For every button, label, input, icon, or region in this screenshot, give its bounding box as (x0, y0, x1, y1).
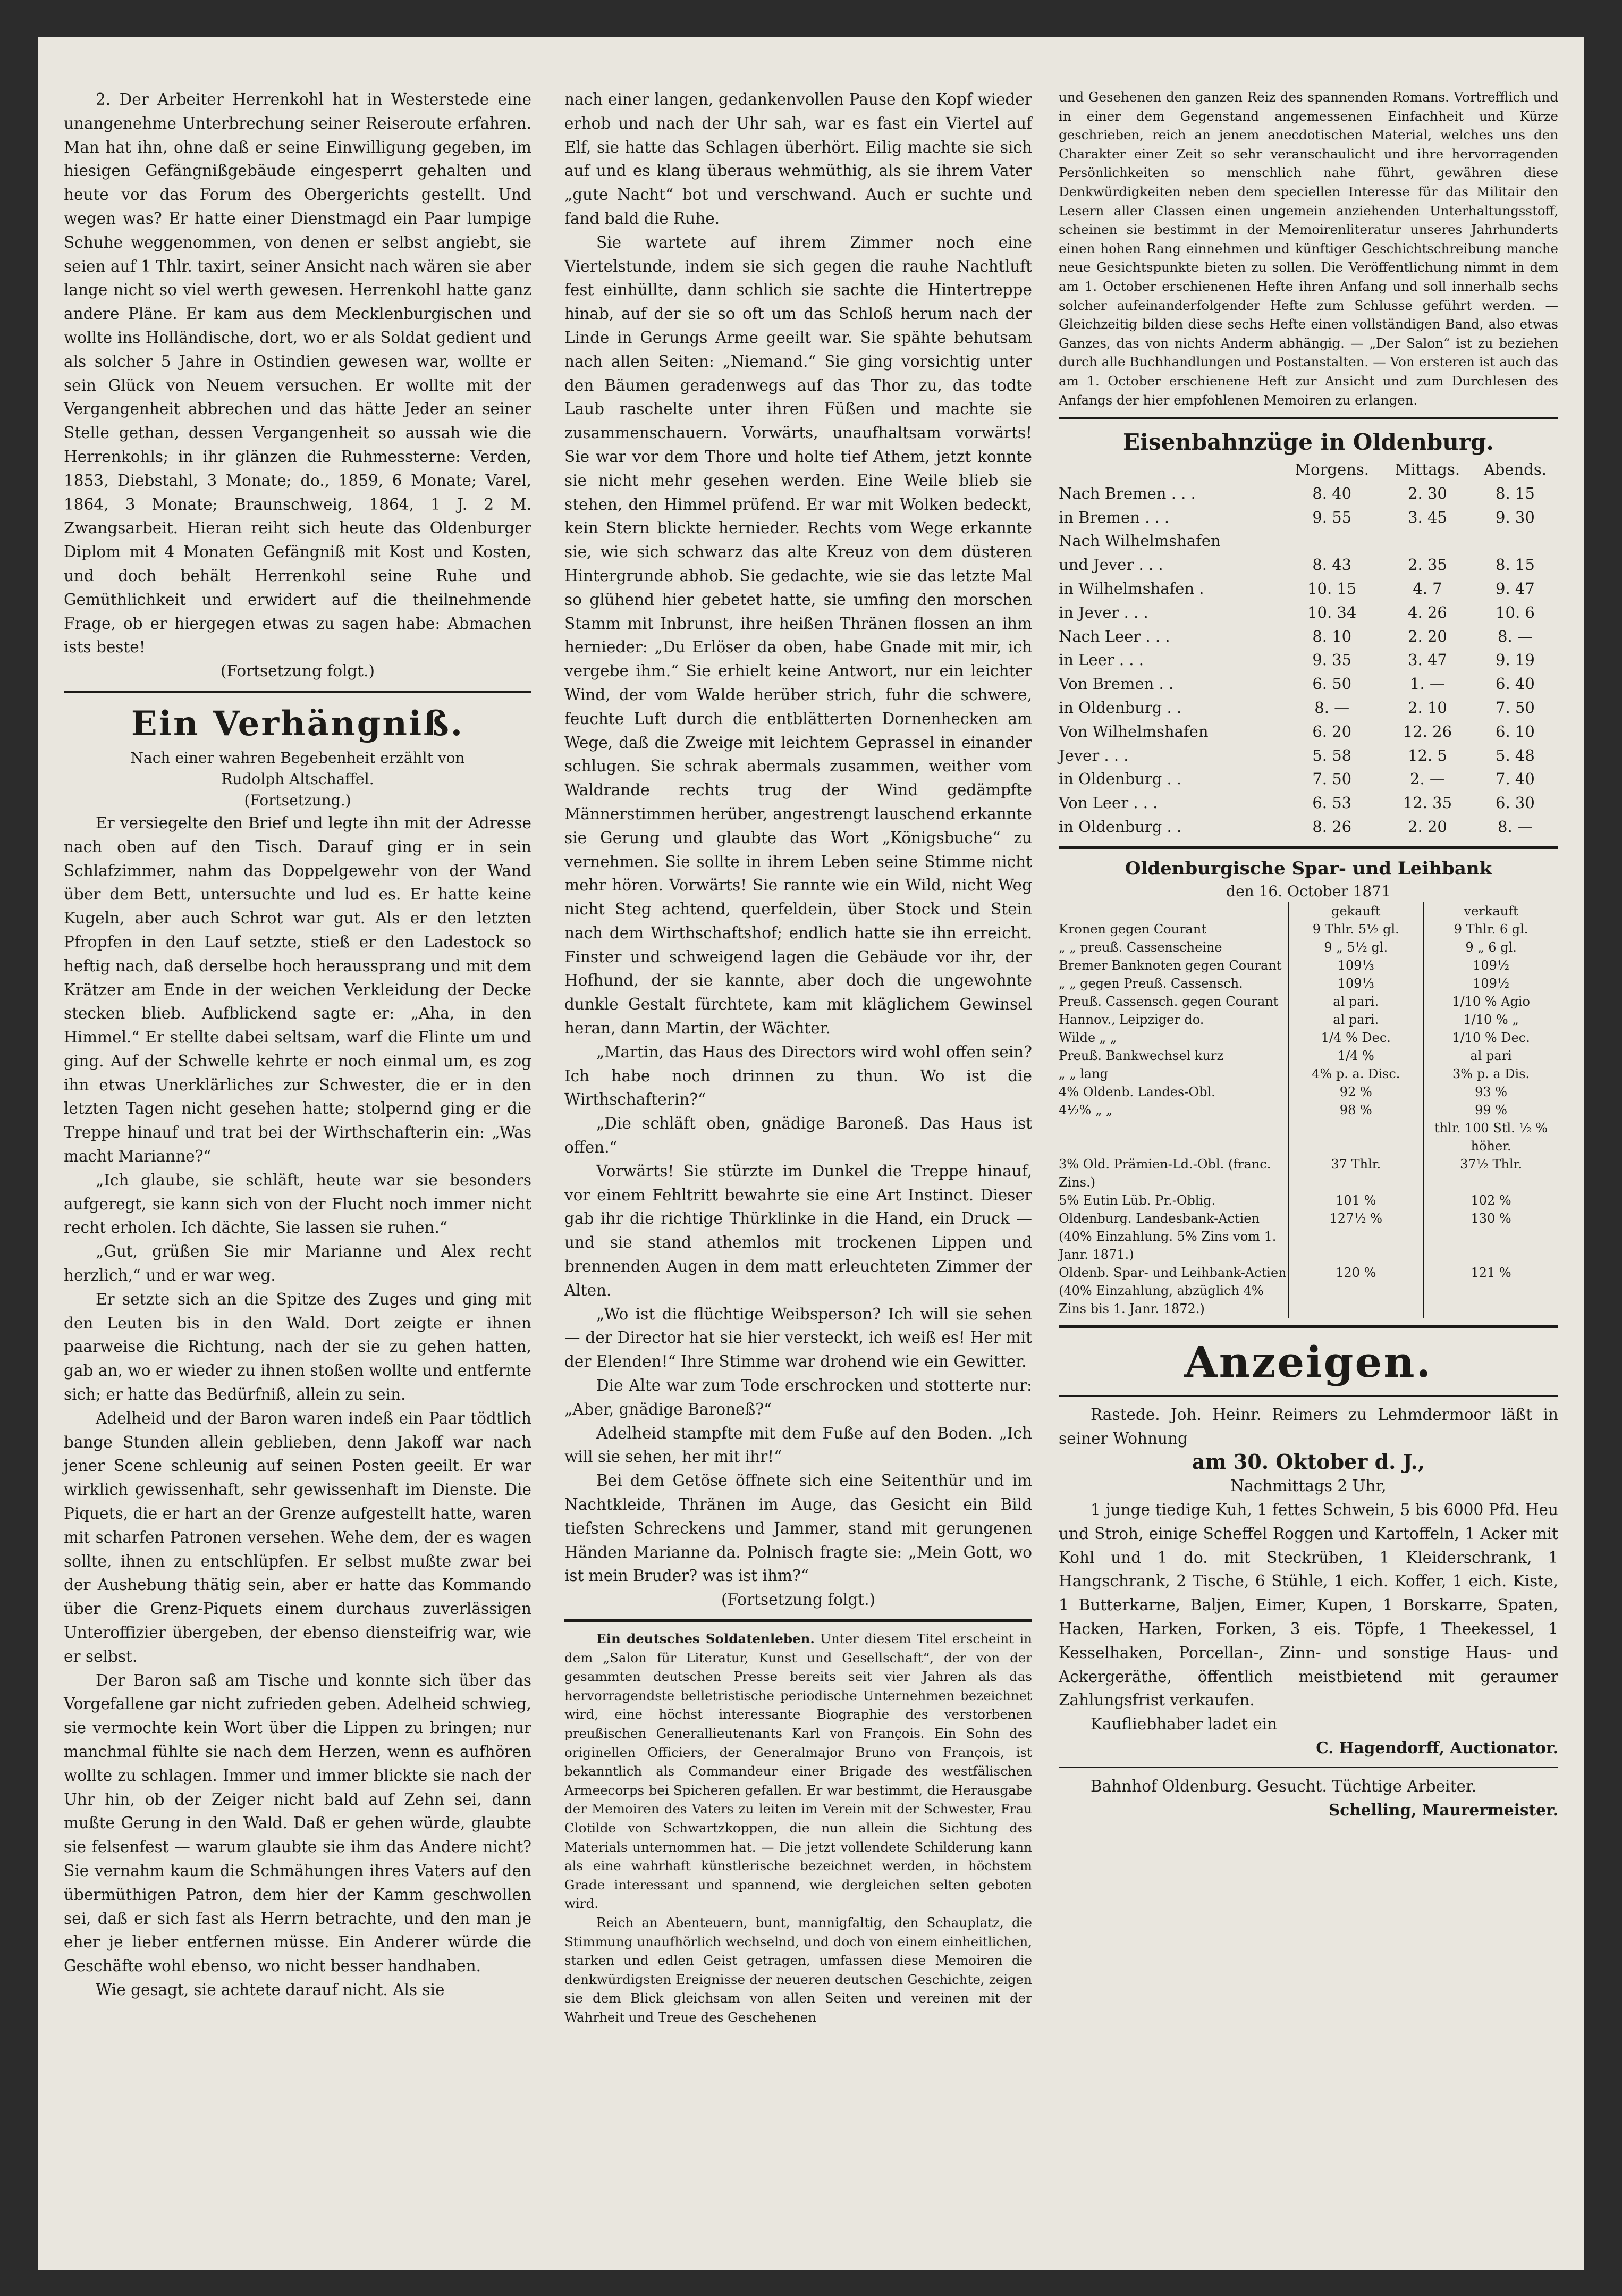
story-continuation: (Fortsetzung.) (244, 791, 351, 809)
bank-cell: 109⅓ (1288, 956, 1423, 974)
train-row (1059, 482, 1558, 506)
story-paragraph: Der Baron saß am Tische und konnte sich über das Vorgefallene gar nicht zufrieden geben. Adelheid schwieg, sie vermochte kein Wort über die Lippen zu bringen; nur manchmal fühlte sie nach dem Herzen, wenn es aufhören wollte zu schlagen. Immer und immer blickte sie nach der Uhr hin, ob der Zeiger nicht bald auf Zehn sei, dann mußte Gerung in den Wald. Daß er gehen würde, glaubte sie felsenfest — warum glaubte sie ihm das Andere nicht? Sie vernahm kaum die Schmähungen ihres Vaters auf den übermüthigen Patron, dem hier der Kamm geschwollen sei, daß er sich fast als Herrn betrachte, und den man je eher je lieber entfernen müsse. Ein Anderer würde die Geschäfte wohl ebenso, wo nicht besser handhaben. (64, 1671, 531, 1975)
divider (1059, 417, 1558, 419)
train-row (1059, 506, 1558, 529)
train-cell: 10. 15 (1307, 579, 1357, 598)
train-cell: 8. — (1314, 699, 1350, 717)
train-cell: 8. 26 (1312, 818, 1352, 836)
story-paragraph: Adelheid und der Baron waren indeß ein Paar tödtlich bange Stunden allein geblieben, denn Jakoff war nach jener Scene schleunig auf seinen Posten geeilt. Er war wirklich gewissenhaft, sehr gewissenhaft im Dienste. Die Piquets, die er hart an der Grenze aufgestellt hatte, waren mit scharfen Patronen versehen. Wehe dem, der es wagen sollte, ihnen zu entschlüpfen. Er selbst mußte zwar bei der Aushebung thätig sein, aber er hatte das Kommando über die Grenz-Piquets einem durchaus zuverlässigen Unteroffizier übergeben, der ebenso diensteifrig war, wie er selbst. (64, 1409, 531, 1666)
train-row (1059, 791, 1558, 815)
train-cell (1281, 529, 1383, 553)
bank-cell: Preuß. Bankwechsel kurz (1059, 1048, 1224, 1063)
train-cell: 1. — (1410, 675, 1445, 693)
bank-cell: 130 % (1471, 1210, 1511, 1226)
bank-row (1059, 1209, 1558, 1227)
train-header-cell (1059, 458, 1281, 482)
story-paragraph: Er setzte sich an die Spitze des Zuges und ging mit den Leuten bis in den Wald. Dort zeigte er ihnen paarweise die Richtung, nach der sie zu gehen hatten, gab an, wo er wieder zu ihnen stoßen wollte und entfernte sich; er hatte das Bedürfniß, allein zu sein. (64, 1290, 531, 1404)
column-1 (64, 88, 531, 2002)
bank-row (1059, 1282, 1558, 1318)
bank-row (1059, 1047, 1558, 1065)
train-cell: und Jever . . . (1059, 556, 1163, 574)
bank-cell: Wilde „ „ (1059, 1030, 1117, 1045)
bank-cell: thlr. 100 Stl. ½ % höher. (1434, 1120, 1548, 1154)
train-cell: 3. 47 (1408, 651, 1447, 669)
train-cell: 2. 30 (1408, 484, 1447, 502)
bank-cell: 127½ % (1288, 1209, 1423, 1227)
bank-table (1059, 902, 1558, 1318)
story-title: Ein Verhängniß. (131, 703, 464, 744)
train-cell: 10. 34 (1307, 603, 1357, 621)
bank-row (1059, 1191, 1558, 1209)
train-cell: Von Leer . . . (1059, 794, 1158, 812)
column-3 (1059, 88, 1558, 1822)
bank-cell: al pari. (1288, 993, 1423, 1011)
story-paragraph: „Ich glaube, sie schläft, heute war sie besonders aufgeregt, sie kann sich von der Flucht noch immer nicht recht erholen. Ich dächte, Sie lassen sie ruhen.“ (64, 1171, 531, 1237)
notice-text-3: und Gesehenen den ganzen Reiz des spannenden Romans. Vortrefflich und in einer dem Gegenstand angemessenen Einfachheit und Kürze geschrieben, reich an jenem anecdotischen Material, welches uns den Charakter einer Zeit so sehr veranschaulicht und ihre hervorragenden Persönlichkeiten so menschlich nahe führt, gewähren diese Denkwürdigkeiten neben dem speciellen Interesse für das Militair den Lesern aller Classen einen ungemein anziehenden Unterhaltungsstoff, scheinen sie bestimmt in der Memoirenliteratur unseres Jahrhunderts einen hohen Rang einnehmen und künftiger Geschichtschreibung manche neue Gesichtspunkte bieten zu sollen. Die Veröffentlichung nimmt in dem am 1. October erschienenen Hefte ihren Anfang und soll innerhalb sechs solcher aufeinanderfolgender Hefte zum Schlusse geführt werden. — Gleichzeitig bilden diese sechs Hefte einen vollständigen Band, also etwas Ganzes, das von nichts Anderm abhängig. — „Der Salon“ ist zu beziehen durch alle Buchhandlungen und Postanstalten. — Von ersteren ist auch das am 1. October erschienene Heft zur Ansicht und zum Durchlesen des Anfangs der hier empfohlenen Memoiren zu erlangen. (1059, 89, 1558, 408)
train-cell: 9. 47 (1496, 579, 1535, 598)
bank-cell: 109⅓ (1288, 974, 1423, 993)
bank-cell: (40% Einzahlung, abzüglich 4% Zins bis 1. Janr. 1872.) (1059, 1283, 1264, 1316)
train-row (1059, 553, 1558, 577)
train-cell: 8. 15 (1496, 556, 1535, 574)
bank-cell: 5% Eutin Lüb. Pr.-Oblig. (1059, 1192, 1216, 1208)
ad-rastede-date: am 30. Oktober d. J., (1192, 1450, 1425, 1474)
train-cell: in Oldenburg . . (1059, 699, 1182, 717)
bank-cell: „ „ preuß. Cassenscheine (1059, 939, 1222, 955)
bank-cell: 98 % (1288, 1101, 1423, 1119)
bank-header-cell: verkauft (1464, 903, 1518, 919)
bank-cell: 102 % (1471, 1192, 1511, 1208)
train-cell: 4. 26 (1408, 603, 1447, 621)
train-row (1059, 577, 1558, 601)
train-cell: in Oldenburg . . (1059, 770, 1182, 788)
bank-cell: 4½% „ „ (1059, 1102, 1113, 1117)
train-row (1059, 625, 1558, 649)
train-cell: 6. 30 (1496, 794, 1535, 812)
train-cell: 6. 53 (1312, 794, 1352, 812)
train-cell (1472, 529, 1558, 553)
train-cell: 8. 15 (1496, 484, 1535, 502)
divider (564, 1619, 1032, 1622)
train-cell: in Bremen . . . (1059, 508, 1170, 526)
train-table-header (1059, 458, 1558, 482)
ad-rastede-signature: C. Hagendorff, Auctionator. (1316, 1738, 1558, 1757)
train-cell: 9. 35 (1312, 651, 1352, 669)
notice-soldatenleben (564, 1629, 1032, 2026)
train-row (1059, 696, 1558, 720)
train-cell: 12. 26 (1403, 722, 1452, 741)
ad-oldenburg-text: Bahnhof Oldenburg. Gesucht. Tüchtige Arbeiter. (1091, 1777, 1477, 1795)
train-row (1059, 767, 1558, 791)
story-subtitle: Nach einer wahren Begebenheit erzählt von (130, 748, 465, 767)
bank-cell (1423, 1227, 1558, 1264)
train-row (1059, 744, 1558, 768)
train-cell: 12. 5 (1408, 746, 1447, 764)
bank-row (1059, 920, 1558, 938)
newspaper-page (38, 37, 1584, 2270)
notice-title: Ein deutsches Soldatenleben. (596, 1631, 815, 1646)
bank-row (1059, 974, 1558, 993)
bank-cell: 3% p. a Dis. (1452, 1066, 1530, 1081)
bank-table-header (1059, 902, 1558, 920)
bank-cell: Kronen gegen Courant (1059, 921, 1206, 937)
bank-cell: Preuß. Cassensch. gegen Courant (1059, 994, 1279, 1009)
bank-cell: Bremer Banknoten gegen Courant (1059, 957, 1282, 973)
notice-continued (1059, 88, 1558, 409)
bank-row (1059, 1011, 1558, 1029)
bank-cell: Oldenburg. Landesbank-Actien (1059, 1210, 1260, 1226)
train-cell: 6. 50 (1312, 675, 1352, 693)
train-cell: in Jever . . . (1059, 603, 1148, 621)
divider (1059, 846, 1558, 849)
train-cell: 8. 40 (1312, 484, 1352, 502)
train-cell: 5. 58 (1312, 746, 1352, 764)
bank-cell: 120 % (1288, 1264, 1423, 1282)
train-cell: 6. 40 (1496, 675, 1535, 693)
train-cell: in Leer . . . (1059, 651, 1144, 669)
story-paragraph: Bei dem Getöse öffnete sich eine Seitenthür und im Nachtkleide, Thränen im Auge, das Gesicht ein Bild tiefsten Schreckens und Jammer, stand mit gerungenen Händen Marianne da. Polnisch fragte sie: „Mein Gott, wo ist mein Bruder? was ist ihm?“ (564, 1471, 1032, 1585)
train-header-cell: Morgens. (1295, 460, 1369, 479)
story-paragraph: „Gut, grüßen Sie mir Marianne und Alex recht herzlich,“ und er war weg. (64, 1242, 531, 1285)
bank-cell: al pari. (1288, 1011, 1423, 1029)
bank-cell: 93 % (1475, 1084, 1508, 1099)
train-cell (1383, 529, 1472, 553)
train-cell: 8. — (1498, 818, 1533, 836)
bank-cell: 9 „ 5½ gl. (1288, 938, 1423, 956)
bank-header-cell: gekauft (1288, 902, 1423, 920)
bank-cell: 1/10 % Agio (1452, 994, 1530, 1009)
train-row (1059, 601, 1558, 625)
bank-row (1059, 1065, 1558, 1083)
ad-rastede-time: Nachmittags 2 Uhr, (1230, 1477, 1387, 1495)
bank-cell: 1/4 % Dec. (1288, 1029, 1423, 1047)
story-paragraph: Die Alte war zum Tode erschrocken und stotterte nur: „Aber, gnädige Baroneß?“ (564, 1376, 1032, 1418)
ad-rastede-footer: Kaufliebhaber ladet ein (1091, 1715, 1277, 1734)
bank-cell: 101 % (1288, 1191, 1423, 1209)
divider (64, 691, 531, 693)
bank-cell: 1/4 % (1288, 1047, 1423, 1065)
train-cell: Nach Wilhelmshafen (1059, 532, 1221, 550)
train-cell: in Oldenburg . . (1059, 818, 1182, 836)
bank-cell (1288, 1119, 1423, 1155)
train-cell: 4. 7 (1413, 579, 1442, 598)
bank-row (1059, 993, 1558, 1011)
continuation-note: (Fortsetzung folgt.) (220, 662, 375, 680)
bank-row (1059, 1227, 1558, 1264)
bank-row (1059, 1029, 1558, 1047)
train-cell: in Wilhelmshafen . (1059, 579, 1204, 598)
train-header-cell: Mittags. (1395, 460, 1460, 479)
bank-cell: 3% Old. Prämien-Ld.-Obl. (franc. Zins.) (1059, 1156, 1271, 1190)
story-author: Rudolph Altschaffel. (221, 770, 374, 788)
bank-cell: Hannov., Leipziger do. (1059, 1012, 1204, 1027)
story-paragraph: Vorwärts! Sie stürzte im Dunkel die Treppe hinauf, vor einem Fehltritt bewahrte sie eine Art Instinct. Dieser gab ihr die richtige Thürklinke in die Hand, ein Druck — und sie stand athemlos mit trockenen Lippen und brennenden Augen in dem matt erleuchteten Zimmer der Alten. (564, 1162, 1032, 1299)
train-cell: 8. 43 (1312, 556, 1352, 574)
train-cell: Von Wilhelmshafen (1059, 722, 1209, 741)
train-cell: 2. 20 (1408, 627, 1447, 645)
train-row (1059, 648, 1558, 672)
bank-cell: 1/10 % „ (1463, 1012, 1519, 1027)
notice-text-2: Reich an Abenteuern, bunt, mannigfaltig, den Schauplatz, die Stimmung unaufhörlich wechselnd, und doch von einem einheitlichen, starken und edlen Geist getragen, umfassen diese Memoiren die denkwürdigsten Ereignisse der neueren deutschen Geschichte, zeigen sie dem Blick gleichsam von allen Seiten und vereinen mit der Wahrheit und Treue des Geschehenen (564, 1914, 1032, 2025)
ad-oldenburg-signature: Schelling, Maurermeister. (1328, 1800, 1558, 1819)
bank-row (1059, 1101, 1558, 1119)
bank-cell (1288, 1227, 1423, 1264)
bank-cell: 4% Oldenb. Landes-Obl. (1059, 1084, 1215, 1099)
ad-rastede-body: 1 junge tiedige Kuh, 1 fettes Schwein, 5 bis 6000 Pfd. Heu und Stroh, einige Scheffel Roggen und Kartoffeln, 1 Acker mit Kohl und 1 do. mit Steckrüben, 1 Kleiderschrank, 1 Hangschrank, 2 Tische, 6 Stühle, 1 eich. Koffer, 1 eich. Kiste, 1 Butterkarne, Baljen, Eimer, Kupen, 1 Borskarre, Spaten, Hacken, Harken, Forken, 3 eis. Töpfe, 1 Theekessel, 1 Kesselhaken, Porcellan-, Zinn- und sonstige Haus- und Ackergeräthe, öffentlich meistbietend mit geraumer Zahlungsfrist verkaufen. (1059, 1501, 1558, 1710)
train-cell: 2. 10 (1408, 699, 1447, 717)
bank-cell: 109½ (1473, 957, 1510, 973)
divider (1059, 1325, 1558, 1328)
train-row (1059, 815, 1558, 839)
train-cell: 6. 20 (1312, 722, 1352, 741)
notice-text: Unter diesem Titel erscheint in dem „Salon für Literatur, Kunst und Gesellschaft“, der von der gesammten deutschen Presse bereits seit vier Jahren als das hervorragendste belletristische periodische Unternehmen bezeichnet wird, eine höchst interessante Biographie des verstorbenen preußischen Generallieutenants Karl von François. Ein Sohn des originellen Officiers, der Generalmajor Bruno von François, ist bekanntlich als Commandeur einer Brigade des westfälischen Armeecorps bei Spicheren gefallen. Er war bestimmt, die Herausgabe der Memoiren des Vaters zu leiten im Verein mit der Schwester, Frau Clotilde von Schwartzkoppen, die nun allein die Sichtung des Materials unternommen hat. — Die jetzt vollendete Schilderung kann als eine wahrhaft künstlerische bezeichnet werden, in höchstem Grade interessant und spannend, wie dergleichen selten geboten wird. (564, 1631, 1032, 1912)
bank-cell: 92 % (1288, 1083, 1423, 1101)
bank-row (1059, 1119, 1558, 1155)
bank-row (1059, 1155, 1558, 1191)
train-cell: 7. 50 (1312, 770, 1352, 788)
bank-cell: 37 Thlr. (1288, 1155, 1423, 1191)
train-cell: 5. 48 (1496, 746, 1535, 764)
train-cell: 9. 30 (1496, 508, 1535, 526)
train-cell: 9. 19 (1496, 651, 1535, 669)
train-table-title: Eisenbahnzüge in Oldenburg. (1123, 429, 1494, 456)
bank-cell: „ „ lang (1059, 1066, 1108, 1081)
train-table (1059, 458, 1558, 839)
bank-cell: 37½ Thlr. (1460, 1156, 1523, 1172)
bank-title: Oldenburgische Spar- und Leihbank (1125, 857, 1492, 879)
train-header-cell: Abends. (1483, 460, 1547, 479)
train-cell: 12. 35 (1403, 794, 1452, 812)
train-cell: 9. 55 (1312, 508, 1352, 526)
train-cell: 8. 10 (1312, 627, 1352, 645)
bank-cell (1288, 1282, 1423, 1318)
bank-header-cell (1059, 902, 1288, 920)
train-row (1059, 720, 1558, 744)
train-cell: 10. 6 (1496, 603, 1535, 621)
divider (1059, 1395, 1558, 1397)
bank-cell: al pari (1470, 1048, 1512, 1063)
story-paragraph: Er versiegelte den Brief und legte ihn mit der Adresse nach oben auf den Tisch. Darauf ging er in sein Schlafzimmer, nahm das Doppelgewehr von der Wand über dem Bett, untersuchte und lud es. Er hatte keine Kugeln, aber auch Schrot war gut. Als er den letzten Pfropfen in den Lauf setzte, stieß er den Ladestock so heftig nach, daß derselbe hoch heraussprang und mit dem Krätzer am Ende in der weichen Verkleidung der Decke stecken blieb. Aufblickend sagte er: „Aha, in den Himmel.“ Er stellte dabei seltsam, warf die Flinte um und ging. Auf der Schwelle kehrte er noch einmal um, es zog ihn etwas Unerklärliches zur Schwester, die er in den letzten Tagen nicht gesehen hatte; stolpernd ging er die Treppe hinauf und trat bei der Wirthschafterin ein: „Was macht Marianne?“ (64, 813, 531, 1166)
train-cell: 2. 35 (1408, 556, 1447, 574)
train-cell: 8. — (1498, 627, 1533, 645)
news-item-herrenkohl: 2. Der Arbeiter Herrenkohl hat in Westerstede eine unangenehme Unterbrechung seiner Reiseroute erfahren. Man hat ihn, ohne daß er seine Einwilligung gegeben, im hiesigen Gefängnißgebäude eingesperrt gehalten und heute vor das Forum des Obergerichts gestellt. Und wegen was? Er hatte einer Dienstmagd ein Paar lumpige Schuhe weggenommen, von denen er selbst angiebt, sie seien auf 1 Thlr. taxirt, seiner Ansicht nach wären sie aber lange nicht so viel werth gewesen. Herrenkohl hatte ganz andere Pläne. Er kam aus dem Mecklenburgischen und wollte ins Holländische, dort, wo er als Soldat gedient und als solcher 5 Jahre in Ostindien gewesen war, wollte er sein Glück von Neuem versuchen. Er wollte mit der Vergangenheit abbrechen und das hätte Jeder an seiner Stelle gethan, dessen Vergangenheit so aussah wie die Herrenkohls; in ihr glänzen die Ruhmessterne: Verden, 1853, Diebstahl, 3 Monate; do., 1859, 6 Monate; Varel, 1864, 3 Monate; Braunschweig, 1864, 1 J. 2 M. Zwangsarbeit. Hieran reiht sich heute das Oldenburger Diplom mit 4 Monaten Gefängniß mit Kost und Kosten, und doch behält Herrenkohl seine Ruhe und Gemüthlichkeit und erwidert auf die theilnehmende Frage, ob er hiergegen etwas zu sagen habe: Abmachen ists beste! (64, 90, 531, 657)
bank-cell: 109½ (1473, 975, 1510, 991)
story-paragraph: Adelheid stampfte mit dem Fuße auf den Boden. „Ich will sie sehen, her mit ihr!“ (564, 1424, 1032, 1466)
bank-cell: 4% p. a. Disc. (1288, 1065, 1423, 1083)
train-cell: 2. — (1410, 770, 1445, 788)
train-cell: Jever . . . (1059, 746, 1129, 764)
bank-cell: 121 % (1471, 1265, 1511, 1280)
bank-row (1059, 938, 1558, 956)
bank-cell: „ „ gegen Preuß. Cassensch. (1059, 975, 1243, 991)
train-cell: 2. 20 (1408, 818, 1447, 836)
train-cell: Nach Bremen . . . (1059, 484, 1196, 502)
bank-cell: 99 % (1475, 1102, 1508, 1117)
ads-title: Anzeigen. (1184, 1336, 1433, 1387)
story-paragraph: Wie gesagt, sie achtete darauf nicht. Als sie (96, 1980, 445, 1999)
train-cell: 7. 50 (1496, 699, 1535, 717)
bank-cell: Oldenb. Spar- und Leihbank-Actien (1059, 1265, 1287, 1280)
bank-cell: 9 „ 6 gl. (1465, 939, 1517, 955)
train-row (1059, 529, 1558, 553)
bank-cell: (40% Einzahlung. 5% Zins vom 1. Janr. 1871.) (1059, 1229, 1277, 1262)
ad-rastede-header: Rastede. Joh. Heinr. Reimers zu Lehmdermoor läßt in seiner Wohnung (1059, 1405, 1558, 1448)
bank-row (1059, 1083, 1558, 1101)
bank-cell: 9 Thlr. 6 gl. (1454, 921, 1528, 937)
story-paragraph: Sie wartete auf ihrem Zimmer noch eine Viertelstunde, indem sie sich gegen die rauhe Nachtluft fest einhüllte, dann schlich sie sachte die Hintertreppe hinab, auf der sie so oft um das Schloß herum nach der Linde in Gerungs Arme geeilt war. Sie spähte behutsam nach allen Seiten: „Niemand.“ Sie ging vorsichtig unter den Bäumen geradenwegs auf das Thor zu, das todte Laub raschelte unter ihren Füßen und machte sie zusammenschauern. Vorwärts, unaufhaltsam vorwärts! Sie war vor dem Thore und holte tief Athem, jetzt konnte sie nicht mehr gesehen werden. Eine Weile blieb sie stehen, den Himmel prüfend. Er war mit Wolken bedeckt, kein Stern blickte hernieder. Rechts vom Wege erkannte sie, wie sich schwarz das alte Kreuz von dem düsteren Hintergrunde abhob. Sie gedachte, wie sie das letzte Mal so glühend hier gebetet hatte, sie umfing den morschen Stamm mit Inbrunst, ihre heißen Thränen flossen an ihm hernieder: „Du Erlöser da oben, habe Gnade mit mir, ich vergebe ihm.“ Sie erhielt keine Antwort, nur ein leichter Wind, der vom Walde herüber strich, fuhr die schwere, feuchte Luft durch die entblätterten Dornenhecken am Wege, daß die Zweige mit leichtem Geprassel in einander schlugen. Sie schrak abermals zusammen, weither vom Waldrande rechts trug der Wind gedämpfte Männerstimmen herüber, angestrengt lauschend erkannte sie Gerung und glaubte das Wort „Königsbuche“ zu vernehmen. Sie sollte in ihrem Leben seine Stimme nicht mehr hören. Vorwärts! Sie rannte wie ein Wild, nicht Weg nicht Steg achtend, querfeldein, über Stock und Stein nach dem Wirthschaftshof; endlich hatte sie ihn erreicht. Finster und schweigend lagen die Gebäude vor ihr, der Hofhund, der sie kannte, aber doch die ungewohnte dunkle Gestalt fürchtete, kam mit kläglichem Gewinsel heran, dann Martin, der Wächter. (564, 233, 1032, 1038)
story-paragraph: nach einer langen, gedankenvollen Pause den Kopf wieder erhob und nach der Uhr sah, war es fast ein Viertel auf Elf, sie hatte das Schlagen überhört. Eilig machte sie sich auf und es klang überaus wehmüthig, als sie ihrem Vater „gute Nacht“ bot und verschwand. Auch er suchte und fand bald die Ruhe. (564, 90, 1032, 228)
train-cell: Nach Leer . . . (1059, 627, 1170, 645)
bank-row (1059, 956, 1558, 974)
bank-cell: 1/10 % Dec. (1452, 1030, 1530, 1045)
bank-cell (1059, 1119, 1288, 1155)
train-cell: Von Bremen . . (1059, 675, 1174, 693)
bank-date: den 16. October 1871 (1226, 882, 1391, 900)
bank-cell: 9 Thlr. 5½ gl. (1288, 920, 1423, 938)
train-cell: 7. 40 (1496, 770, 1535, 788)
train-row (1059, 672, 1558, 696)
story-paragraph: „Die schläft oben, gnädige Baroneß. Das Haus ist offen.“ (564, 1114, 1032, 1157)
train-cell: 6. 10 (1496, 722, 1535, 741)
story-paragraph: „Wo ist die flüchtige Weibsperson? Ich will sie sehen — der Director hat sie hier versteckt, ich weiß es! Her mit der Elenden!“ Ihre Stimme war drohend wie ein Gewitter. (564, 1305, 1032, 1371)
continuation-note: (Fortsetzung folgt.) (721, 1591, 876, 1609)
bank-cell (1423, 1282, 1558, 1318)
train-cell: 3. 45 (1408, 508, 1447, 526)
column-2 (564, 88, 1032, 2026)
divider (1059, 1767, 1558, 1768)
story-paragraph: „Martin, das Haus des Directors wird wohl offen sein? Ich habe noch drinnen zu thun. Wo ist die Wirthschafterin?“ (564, 1042, 1032, 1109)
bank-row (1059, 1264, 1558, 1282)
